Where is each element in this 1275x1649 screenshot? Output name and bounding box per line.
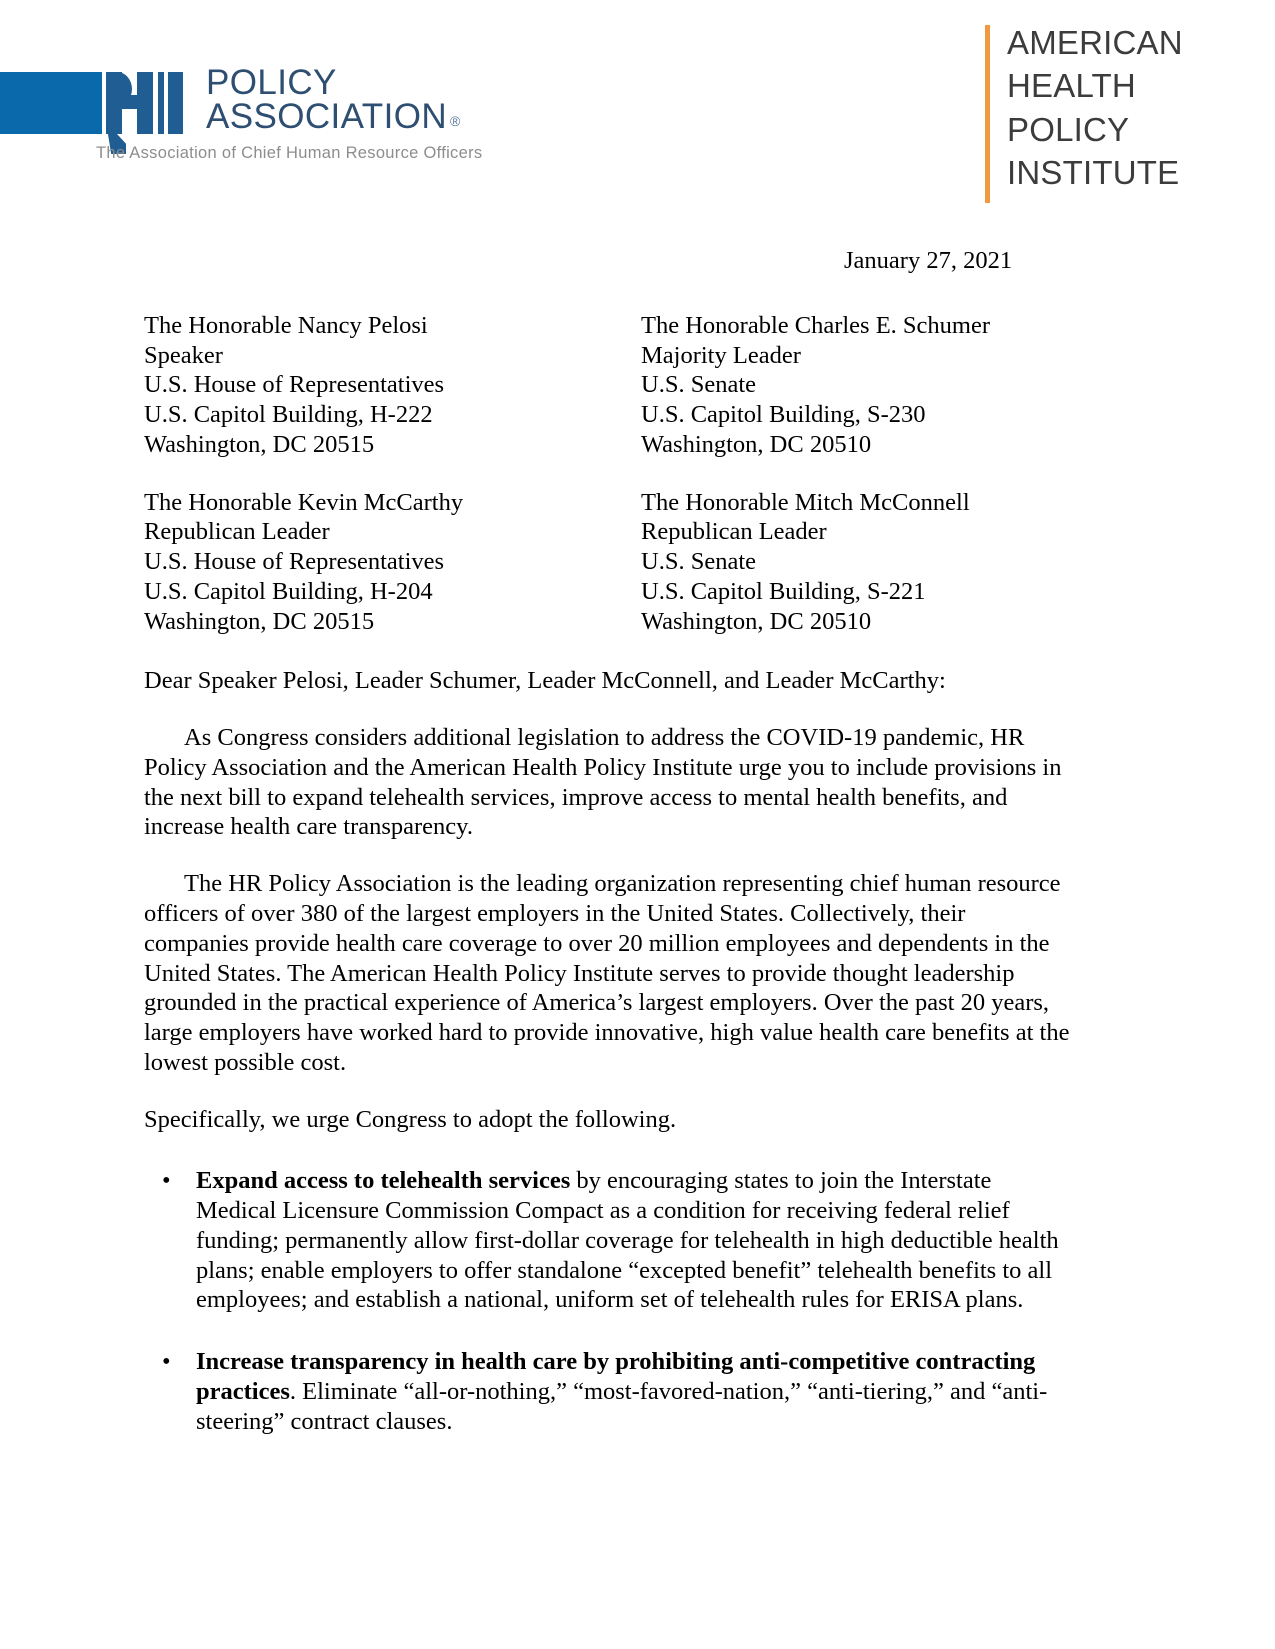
hr-policy-association-logo — [0, 63, 520, 167]
recipient-city: Washington, DC 20515 — [144, 607, 375, 635]
bullet-body-text: by encouraging states to join the Interstate Medical Licensure Commission Compact as a condition for receiving federal relief funding; permanently allow first-dollar coverage for telehealth in high deductible health plans; enable employers to offer standalone “excepted benefit” telehealth benefits to all employees; and establish a national, uniform set of telehealth rules for ERISA plans. — [196, 1167, 1059, 1314]
list-item — [144, 1347, 1074, 1436]
recipient-name: The Honorable Kevin McCarthy — [144, 488, 464, 516]
recipient-block-row-1 — [144, 311, 1074, 460]
ahpi-wordmark — [1007, 21, 1183, 195]
registered-trademark-icon: ® — [450, 113, 461, 130]
recipient-name: The Honorable Charles E. Schumer — [641, 311, 991, 339]
hrpa-wordmark-line1: POLICY — [206, 63, 337, 102]
recipient-building: U.S. Capitol Building, H-204 — [144, 577, 433, 605]
recipient-address-mccarthy — [144, 488, 641, 637]
recipient-building: U.S. Capitol Building, S-221 — [641, 577, 926, 605]
recipient-block-row-2 — [144, 488, 1074, 637]
salutation: Dear Speaker Pelosi, Leader Schumer, Leader McConnell, and Leader McCarthy: — [144, 667, 946, 695]
american-health-policy-institute-logo — [985, 24, 1183, 203]
list-item — [144, 1166, 1074, 1315]
recipient-title: Speaker — [144, 341, 223, 369]
recipient-city: Washington, DC 20515 — [144, 430, 375, 458]
address-block-spacer — [144, 460, 1074, 488]
recipient-address-mcconnell — [641, 488, 1074, 637]
hrpa-wordmark-line2 — [206, 97, 461, 137]
recipient-building: U.S. Capitol Building, H-222 — [144, 401, 433, 429]
recipient-chamber: U.S. Senate — [641, 371, 756, 399]
hrpa-tagline: The Association of Chief Human Resource Officers — [96, 144, 483, 162]
recipient-address-schumer — [641, 311, 1074, 460]
body-paragraph-1: As Congress considers additional legislation to address the COVID-19 pandemic, HR Policy Association and the American Health Policy Institute urge you to include provisions in the next bill to expand telehealth services, improve access to mental health benefits, and increase health care transparency. — [144, 724, 1062, 841]
hrpa-blue-block-icon — [0, 72, 102, 134]
ahpi-orange-rule-icon — [985, 25, 990, 203]
ahpi-wordmark-line4: INSTITUTE — [1007, 154, 1180, 192]
bullet-lead-bold: Increase transparency in health care by prohibiting anti-competitive contracting practices — [196, 1348, 1036, 1405]
recipient-title: Majority Leader — [641, 341, 801, 369]
recipient-chamber: U.S. House of Representatives — [144, 371, 445, 399]
recipient-name: The Honorable Mitch McConnell — [641, 488, 970, 516]
recipient-title: Republican Leader — [641, 518, 827, 546]
ahpi-wordmark-line2: HEALTH — [1007, 67, 1136, 105]
bullet-dot-icon: • — [162, 1167, 171, 1195]
bullet-lead-bold: Expand access to telehealth services — [196, 1167, 571, 1195]
recipient-chamber: U.S. House of Representatives — [144, 548, 445, 576]
letter-body — [144, 246, 1074, 1437]
ahpi-wordmark-line1: AMERICAN — [1007, 24, 1183, 61]
hrpa-hr-monogram-icon — [106, 72, 202, 134]
ahpi-wordmark-line3: POLICY — [1007, 110, 1130, 148]
hrpa-wordmark-line2-text: ASSOCIATION — [206, 97, 448, 137]
letter-date: January 27, 2021 — [844, 247, 1013, 274]
recipient-chamber: U.S. Senate — [641, 548, 756, 576]
recommendations-list — [144, 1166, 1074, 1436]
recipient-address-pelosi — [144, 311, 641, 460]
hrpa-wordmark — [206, 63, 461, 137]
body-paragraph-2: The HR Policy Association is the leading organization representing chief human resource officers of over 380 of the largest employers in the United States. Collectively, their companies provide health care coverage to over 20 million employees and dependents in the United States. The American Health Policy Institute serves to provide thought leadership grounded in the practical experience of America’s largest employers. Over the past 20 years, large employers have worked hard to provide innovative, high value health care benefits at the lowest possible cost. — [144, 870, 1070, 1076]
bullet-body-text: . Eliminate “all-or-nothing,” “most-favored-nation,” “anti-tiering,” and “anti-steering” contract clauses. — [196, 1377, 1048, 1435]
recipient-city: Washington, DC 20510 — [641, 607, 872, 635]
recipient-city: Washington, DC 20510 — [641, 430, 872, 458]
letterhead — [0, 0, 1275, 215]
recipient-building: U.S. Capitol Building, S-230 — [641, 401, 926, 429]
bullet-dot-icon: • — [162, 1348, 171, 1376]
body-paragraph-3: Specifically, we urge Congress to adopt the following. — [144, 1105, 677, 1133]
recipient-name: The Honorable Nancy Pelosi — [144, 311, 428, 339]
recipient-title: Republican Leader — [144, 518, 330, 546]
